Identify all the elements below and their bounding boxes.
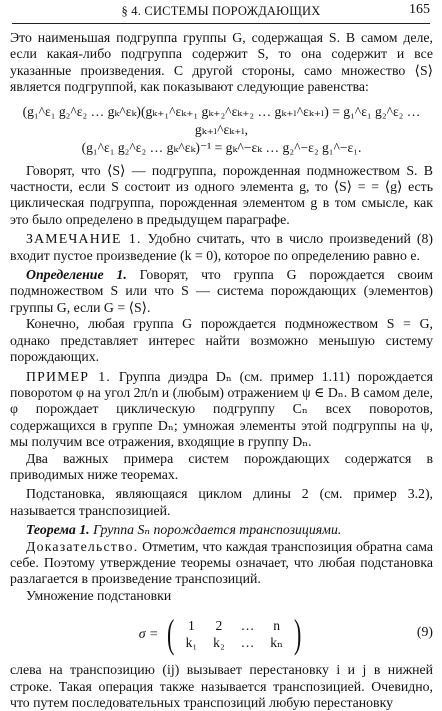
theorem-label: Теорема 1. [26, 522, 90, 538]
matrix-cell: … [240, 635, 255, 651]
section-title: § 4. СИСТЕМЫ ПОРОЖДАЮЩИХ [121, 4, 321, 18]
matrix-lhs: σ = [138, 625, 159, 641]
header-rule [12, 23, 430, 24]
theorem-text: Группа Sₙ порождается транспозициями. [93, 522, 342, 538]
equation-number: (9) [416, 624, 433, 640]
example [10, 369, 433, 451]
remark-text: Удобно считать, что в число произведений (8) входит пустое произведение (k = 0), которое по определению равно e. [10, 231, 433, 263]
running-header [12, 2, 430, 22]
right-paren: ) [293, 611, 302, 657]
matrix-cell: k₂ [213, 635, 225, 651]
definition-text: Говорят, что группа G порождается своим подмножеством S или что S — система порождающих (элементов) группы G, если G = ⟨S⟩. [10, 267, 434, 315]
paragraph-transposition-action: слева на транспозицию (ij) вызывает перестановку i и j в нижней строке. Такая операция также называется транспозицией. Очевидно, что путем последовательных транспозиций любую перестановку [10, 662, 433, 710]
permutation-matrix [10, 610, 433, 658]
left-paren: ( [167, 611, 175, 657]
paragraph-two-examples: Два важных примера систем порождающих содержатся в приводимых ниже теоремах. [10, 450, 433, 482]
paragraph-transposition-def: Подстановка, являющаяся циклом длины 2 (см. пример 3.2), называется транспозицией. [10, 486, 433, 518]
paragraph-intro: Это наименьшая подгруппа группы G, содержащая S. В самом деле, если какая-либо подгруппа содержит S, то она содержит и все указанные произведения. С другой стороны, само множество ⟨S⟩ является подгруппой, как показывают следующие равенства: [10, 30, 433, 95]
matrix-cell: … [240, 618, 255, 634]
matrix-row-top [178, 617, 291, 634]
paragraph-trivial-generators: Конечно, любая группа G порождается подмножеством S = G, однако представляет интерес найти возможно меньшую систему порождающих. [10, 316, 433, 365]
proof [10, 539, 433, 588]
formula-line-1: (g₁^ε₁ g₂^ε₂ … gₖ^εₖ)(gₖ₊₁^εₖ₊₁ gₖ₊₂^εₖ₊₂ … gₖ₊ₗ^εₖ₊ₗ) = g₁^ε₁ g₂^ε₂ … gₖ₊ₗ^εₖ₊ₗ, [22, 103, 421, 137]
formula-block [10, 103, 433, 157]
matrix-cell: 2 [215, 618, 223, 634]
proof-label: Доказательство. [26, 538, 139, 554]
remark-label: ЗАМЕЧАНИЕ 1. [26, 231, 142, 247]
page-number: 165 [409, 2, 430, 17]
matrix-row-bottom [178, 634, 291, 651]
page-body [10, 30, 433, 711]
matrix-cell: kₙ [270, 635, 283, 651]
matrix-cell: n [273, 618, 281, 634]
matrix-cell: 1 [187, 618, 195, 634]
remark [10, 231, 433, 264]
definition-label: Определение 1. [26, 267, 127, 283]
paragraph-generated-subgroup: Говорят, что ⟨S⟩ — подгруппа, порожденная подмножеством S. В частности, если S состоит из одного элемента g, то ⟨S⟩ = = ⟨g⟩ есть циклическая подгруппа, порожденная элементом g в том смысле, как это было определено в предыдущем параграфе. [10, 162, 433, 227]
matrix-cell: k₁ [185, 635, 198, 651]
paragraph-multiplication: Умножение подстановки [26, 587, 172, 603]
formula-line-2: (g₁^ε₁ g₂^ε₂ … gₖ^εₖ)⁻¹ = gₖ^−εₖ … g₂^−ε₂ g₁^−ε₁. [81, 139, 362, 155]
theorem [10, 522, 433, 538]
definition [10, 267, 433, 316]
proof-text: Отметим, что каждая транспозиция обратна сама себе. Поэтому утверждение теоремы означает, что любая подстановка разлагается в произведение транспозиций. [10, 538, 433, 587]
matrix-table [178, 617, 291, 651]
example-text: Группа диэдра Dₙ (см. пример 1.11) порождается поворотом φ на угол 2π/n и (любым) отражением ψ ∈ Dₙ. В самом деле, φ порождает циклическую подгруппу Cₙ всех поворотов, содержащихся в группе Dₙ; умножая элементы этой подгруппы на ψ, мы получим все отражения, входящие в группу Dₙ. [10, 368, 433, 450]
example-label: ПРИМЕР 1. [26, 368, 111, 384]
